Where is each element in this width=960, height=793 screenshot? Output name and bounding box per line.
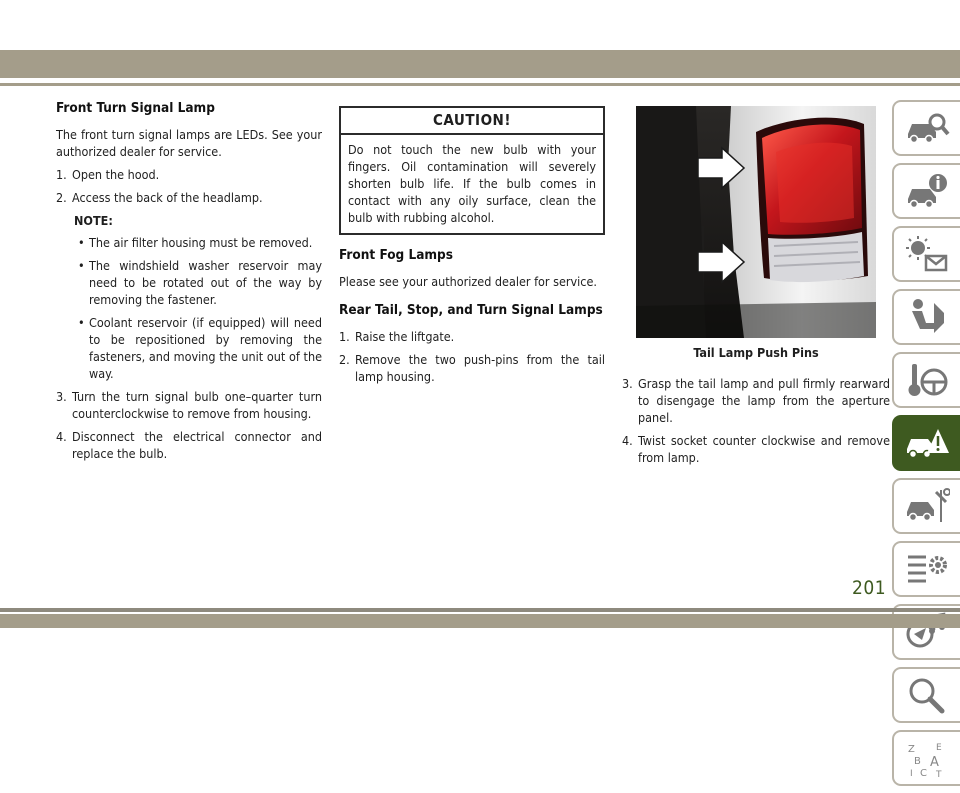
- index-letter: Z: [908, 744, 915, 755]
- column-1: [56, 100, 322, 468]
- page-number: 201: [852, 577, 887, 599]
- tab-starting-and-operating[interactable]: [892, 226, 960, 282]
- step-1: [56, 166, 322, 183]
- index-letter: B: [914, 756, 921, 767]
- bullet-dot: •: [78, 258, 85, 273]
- note-bullet: [56, 234, 322, 251]
- step-text: Access the back of the headlamp.: [72, 190, 263, 205]
- caution-body: Do not touch the new bulb with your fingers. Oil contamination will severely shorten bulb life. If the bulb comes in contact with any oily surface, clean the bulb with rubbing alcohol.: [348, 142, 596, 225]
- search-icon: [904, 675, 950, 715]
- step-text: Open the hood.: [72, 167, 160, 182]
- caution-title: CAUTION!: [341, 108, 603, 135]
- front-fog-heading: Front Fog Lamps: [339, 247, 453, 263]
- column-2: [339, 100, 605, 391]
- front-turn-signal-heading: Front Turn Signal Lamp: [56, 100, 215, 116]
- front-fog-text: Please see your authorized dealer for service.: [339, 274, 597, 289]
- step-number: 1.: [339, 329, 350, 344]
- note-bullet: [56, 257, 322, 308]
- step-number: 3.: [56, 389, 67, 404]
- step-4: [622, 432, 890, 466]
- step-number: 3.: [622, 376, 633, 391]
- index-letter: C: [920, 768, 927, 778]
- footer-rule: [0, 608, 960, 612]
- bullet-text: The windshield washer reservoir may need to be rotated out of the way by removing the fastener.: [89, 258, 322, 307]
- footer-band: [0, 614, 960, 628]
- index-letter: E: [936, 743, 942, 753]
- step-text: Grasp the tail lamp and pull firmly rearward to disengage the lamp from the aperture panel.: [638, 376, 890, 425]
- steering-wheel-icon: [904, 360, 950, 400]
- step-number: 2.: [339, 352, 350, 367]
- bullet-dot: •: [78, 315, 85, 330]
- step-number: 2.: [56, 190, 67, 205]
- bullet-text: Coolant reservoir (if equipped) will need to be repositioned by removing the fasteners, and moving the unit out of the way.: [89, 315, 322, 381]
- step-text: Remove the two push-pins from the tail lamp housing.: [355, 352, 605, 384]
- step-2: [56, 189, 322, 206]
- tab-driving[interactable]: [892, 352, 960, 408]
- step-number: 1.: [56, 167, 67, 182]
- note-label: NOTE:: [74, 213, 113, 228]
- rear-lamps-heading: Rear Tail, Stop, and Turn Signal Lamps: [339, 302, 603, 318]
- step-number: 4.: [56, 429, 67, 444]
- tail-lamp-photo: [636, 106, 876, 338]
- bullet-dot: •: [78, 235, 85, 250]
- alphabet-index-icon: [904, 738, 950, 778]
- step-number: 4.: [622, 433, 633, 448]
- step-text: Turn the turn signal bulb one–quarter turn counterclockwise to remove from housing.: [72, 389, 322, 421]
- warning-lights-icon: [904, 234, 950, 274]
- tab-technical-specifications[interactable]: [892, 541, 960, 597]
- index-letter: I: [910, 769, 913, 778]
- car-info-icon: [904, 171, 950, 211]
- photo-caption: Tail Lamp Push Pins: [693, 345, 819, 360]
- bullet-text: The air filter housing must be removed.: [89, 235, 313, 250]
- car-hazard-icon: [904, 423, 950, 463]
- step-4: [56, 428, 322, 462]
- step-3: [56, 388, 322, 422]
- tab-index[interactable]: [892, 730, 960, 786]
- header-rule: [0, 83, 960, 86]
- step-text: Raise the liftgate.: [355, 329, 455, 344]
- note-bullet: [56, 314, 322, 382]
- tab-in-case-of-emergency[interactable]: [892, 415, 960, 471]
- gear-list-icon: [904, 549, 950, 589]
- chapter-tabs: [892, 100, 960, 793]
- step-3: [622, 375, 890, 426]
- tab-getting-to-know-vehicle[interactable]: [892, 100, 960, 156]
- seat-airbag-icon: [904, 297, 950, 337]
- index-letter: A: [930, 755, 939, 770]
- caution-box: [339, 106, 605, 235]
- index-letter: T: [936, 770, 942, 778]
- tab-safety[interactable]: [892, 289, 960, 345]
- header-band: [0, 50, 960, 78]
- car-tools-icon: [904, 486, 950, 526]
- column-3: [622, 100, 890, 472]
- car-magnifier-icon: [904, 108, 950, 148]
- front-turn-signal-intro: The front turn signal lamps are LEDs. See your authorized dealer for service.: [56, 127, 322, 159]
- tab-servicing-and-maintenance[interactable]: [892, 478, 960, 534]
- step-text: Disconnect the electrical connector and replace the bulb.: [72, 429, 322, 461]
- tail-lamp-illustration: [636, 106, 876, 338]
- tab-getting-to-know-instrument-panel[interactable]: [892, 163, 960, 219]
- step-1: [339, 328, 605, 345]
- tab-multimedia[interactable]: [892, 604, 960, 660]
- step-text: Twist socket counter clockwise and remove from lamp.: [638, 433, 890, 465]
- tab-customer-assistance[interactable]: [892, 667, 960, 723]
- step-2: [339, 351, 605, 385]
